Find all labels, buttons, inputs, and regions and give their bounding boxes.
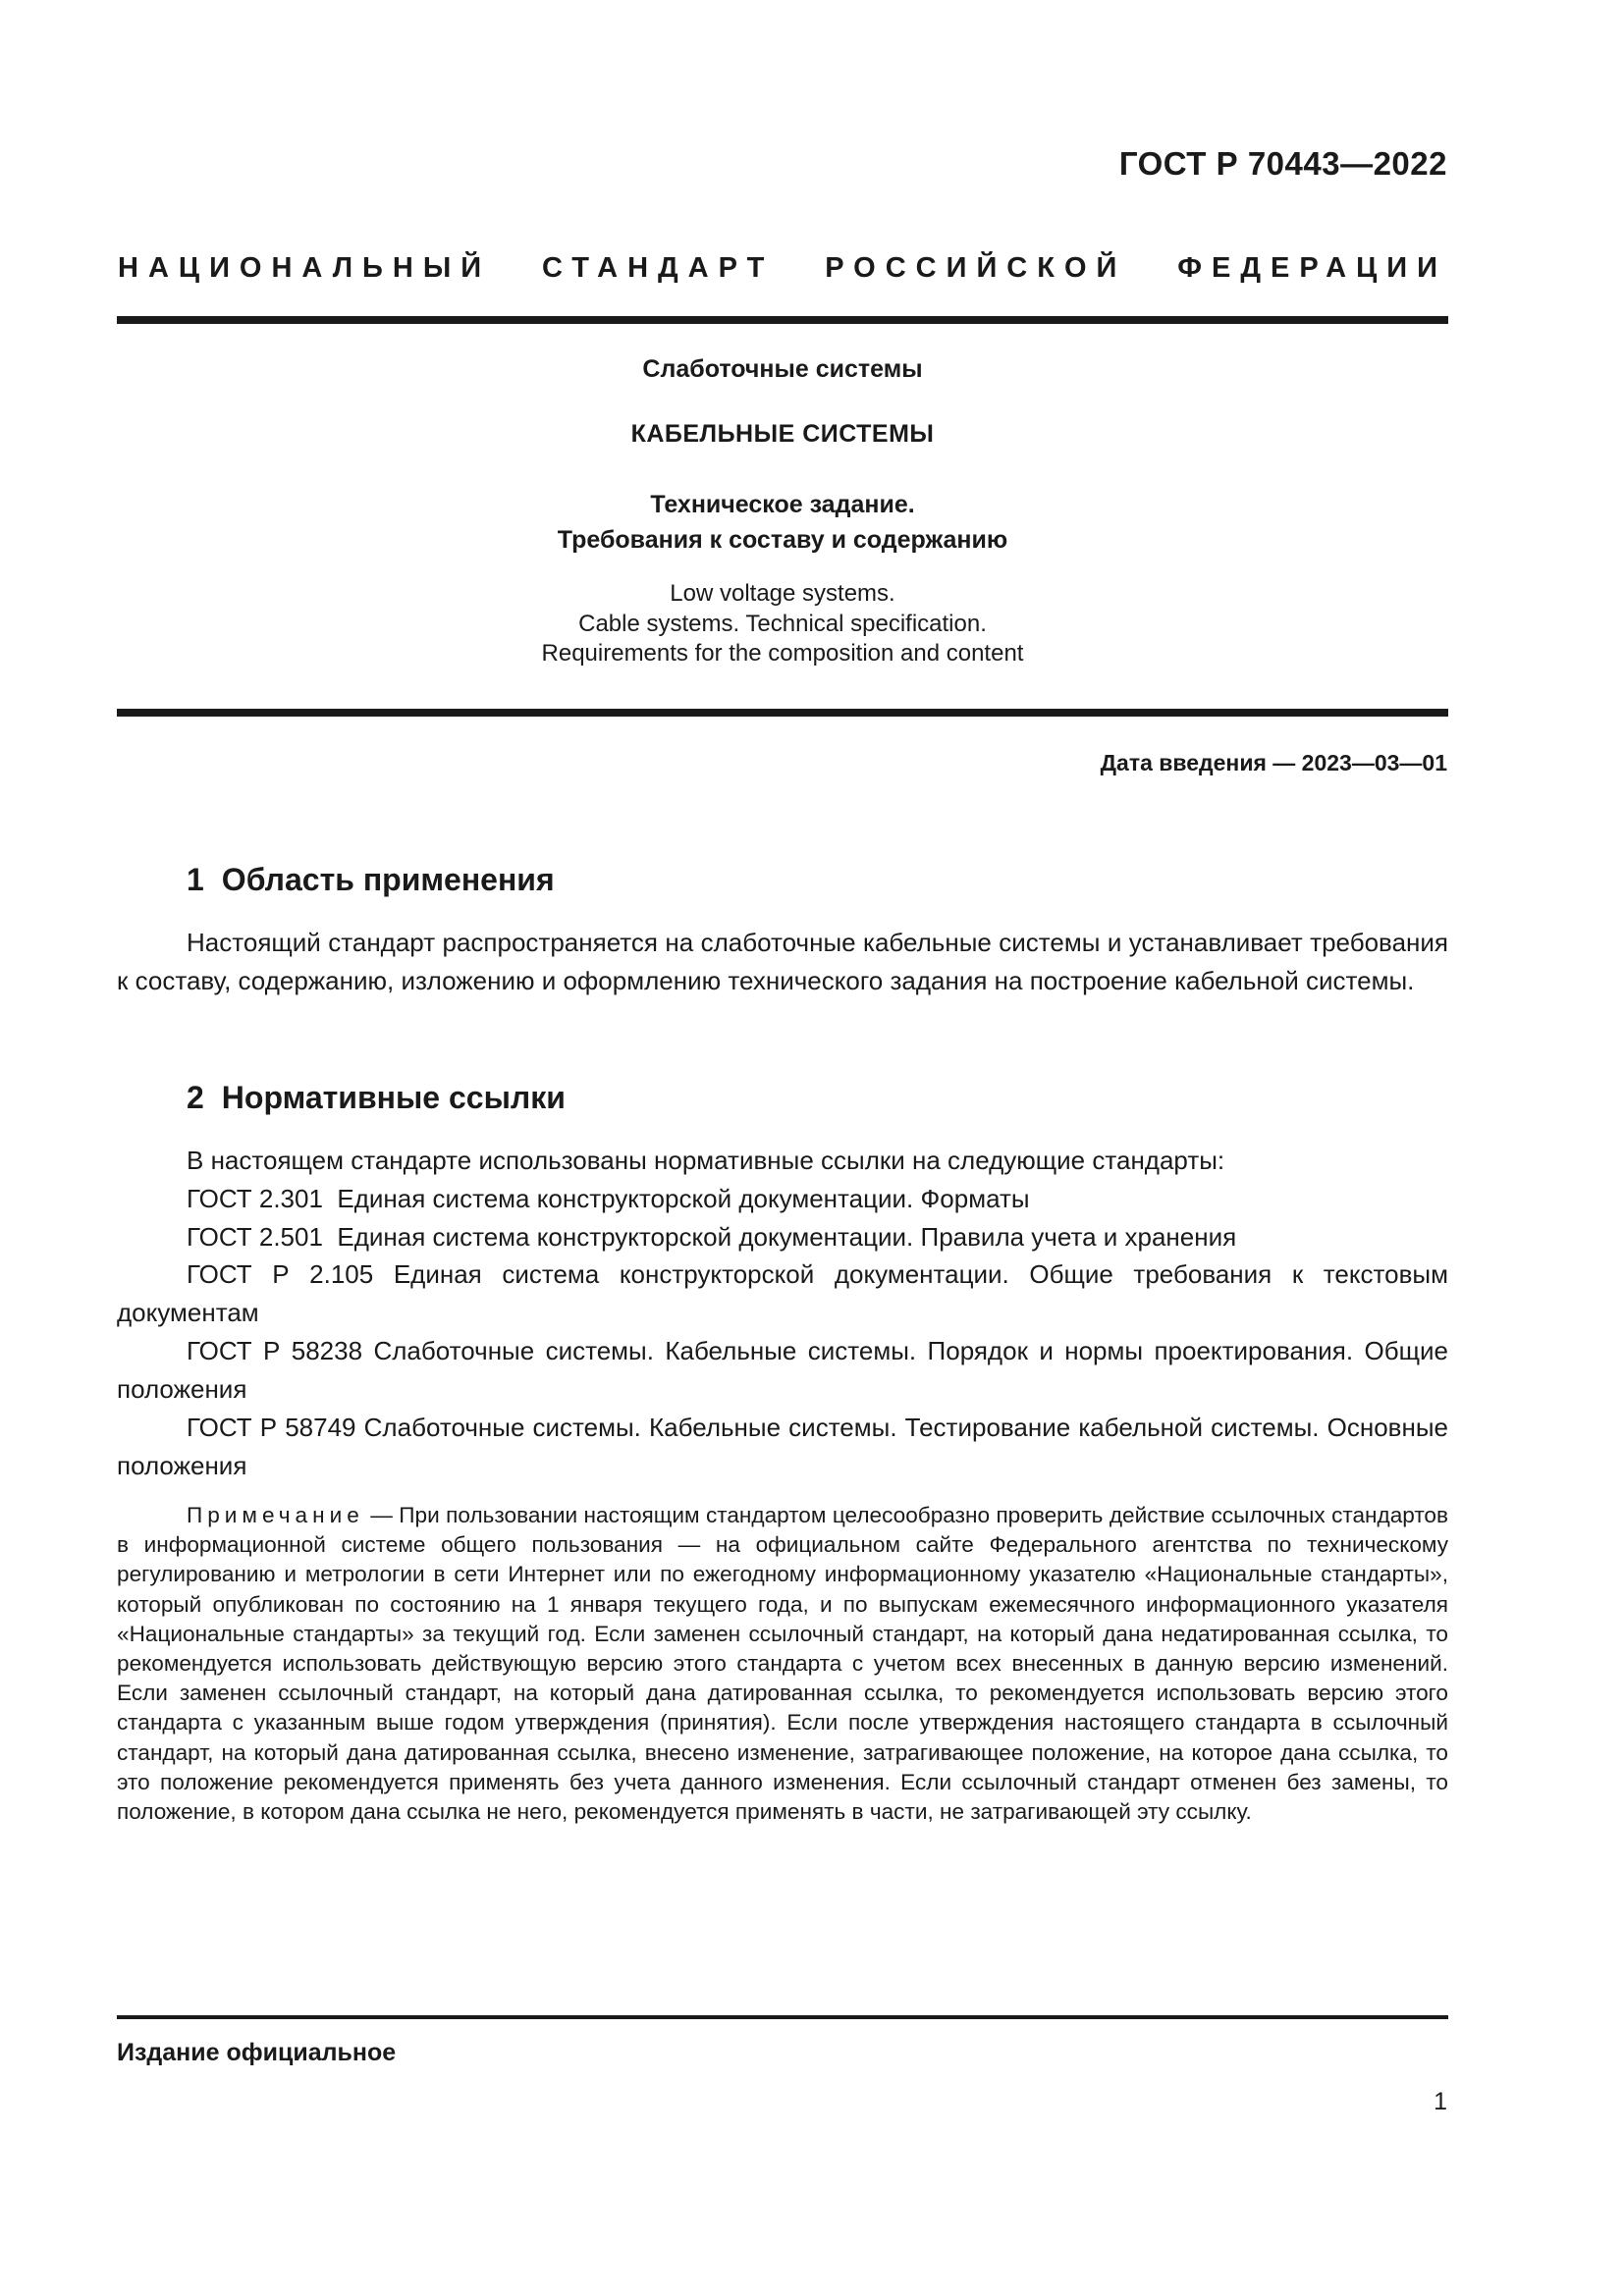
reference-item — [117, 1218, 1448, 1256]
reference-title: Единая система конструкторской документации. Общие требования к текстовым документам — [117, 1259, 1448, 1327]
note-label: Примечание — [187, 1503, 364, 1527]
footer-rule — [117, 2015, 1448, 2019]
reference-note — [117, 1501, 1448, 1827]
section-2-heading — [187, 1080, 566, 1116]
section-2-number: 2 — [187, 1080, 204, 1115]
national-standard-line: НАЦИОНАЛЬНЫЙ СТАНДАРТ РОССИЙСКОЙ ФЕДЕРАЦИИ — [118, 252, 1447, 284]
reference-code: ГОСТ 2.501 — [187, 1222, 323, 1252]
section-2-title: Нормативные ссылки — [221, 1080, 566, 1115]
reference-title: Единая система конструкторской документации. Правила учета и хранения — [337, 1222, 1237, 1252]
standard-id: ГОСТ Р 70443—2022 — [1118, 145, 1447, 182]
section-1-heading — [187, 862, 555, 898]
section-1-title: Область применения — [221, 862, 555, 897]
introduction-date: Дата введения — 2023—03—01 — [1100, 750, 1447, 775]
top-rule — [117, 316, 1448, 324]
title-main: КАБЕЛЬНЫЕ СИСТЕМЫ — [630, 420, 935, 448]
section-2-intro: В настоящем стандарте использованы нормативные ссылки на следующие стандарты: — [187, 1146, 1225, 1175]
official-edition-label: Издание официальное — [117, 2039, 397, 2066]
title-en-line-3: Requirements for the composition and content — [541, 640, 1024, 667]
reference-code: ГОСТ Р 2.105 — [187, 1259, 374, 1289]
reference-code: ГОСТ 2.301 — [187, 1184, 323, 1213]
title-sub-line-2: Требования к составу и содержанию — [557, 526, 1008, 554]
title-en-line-1: Low voltage systems. — [670, 580, 895, 607]
section-1-text: Настоящий стандарт распространяется на слаботочные кабельные системы и устанавливает требования к составу, содержанию, изложению и оформлению технического задания на построение кабельной системы. — [117, 928, 1448, 995]
note-text: — При пользовании настоящим стандартом целесообразно проверить действие ссылочных стандартов в информационной системе общего пользования — на официальном сайте Федерального агентства по техническому регулированию и метрологии в сети Интернет или по ежегодному информационному указателю «Национальные стандарты», который опубликован по состоянию на 1 января текущего года, и по выпускам ежемесячного информационного указателя «Национальные стандарты» за текущий год. Если заменен ссылочный стандарт, на который дана недатированная ссылка, то рекомендуется использовать действующую версию этого стандарта с учетом всех внесенных в данную версию изменений. Если заменен ссылочный стандарт, на который дана датированная ссылка, то рекомендуется использовать версию этого стандарта с указанным выше годом утверждения (принятия). Если после утверждения настоящего стандарта в ссылочный стандарт, на который дана датированная ссылка, внесено изменение, затрагивающее положение, на которое дана ссылка, то это положение рекомендуется применять без учета данного изменения. Если ссылочный стандарт отменен без замены, то положение, в котором дана ссылка не него, рекомендуется применять в части, не затрагивающей эту ссылку. — [117, 1503, 1449, 1825]
title-bottom-rule — [117, 709, 1448, 717]
reference-code: ГОСТ Р 58238 — [187, 1336, 363, 1365]
title-english — [117, 579, 1448, 669]
reference-item — [117, 1409, 1448, 1484]
title-sub — [117, 487, 1448, 558]
reference-title: Слаботочные системы. Кабельные системы. Тестирование кабельной системы. Основные положения — [117, 1413, 1448, 1480]
reference-code: ГОСТ Р 58749 — [187, 1413, 356, 1442]
reference-item — [117, 1180, 1448, 1218]
reference-item — [117, 1255, 1448, 1331]
title-en-line-2: Cable systems. Technical specification. — [578, 610, 987, 637]
reference-title: Слаботочные системы. Кабельные системы. Порядок и нормы проектирования. Общие положения — [117, 1336, 1448, 1404]
title-sub-line-1: Техническое задание. — [650, 491, 915, 518]
title-group: Слаботочные системы — [642, 355, 923, 383]
page-number: 1 — [1434, 2088, 1447, 2115]
section-1-number: 1 — [187, 862, 204, 897]
reference-item — [117, 1332, 1448, 1408]
reference-title: Единая система конструкторской документации. Форматы — [337, 1184, 1030, 1213]
